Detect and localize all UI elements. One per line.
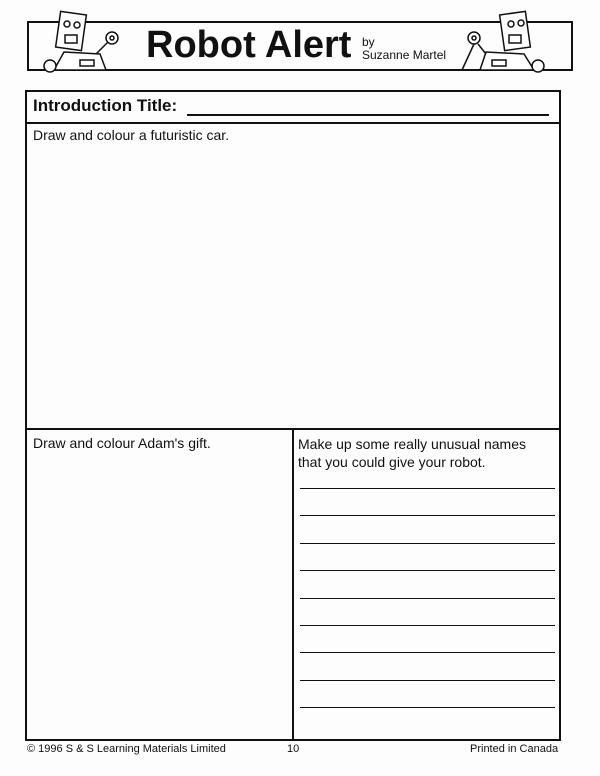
by-label: by: [362, 35, 375, 49]
page-number: 10: [287, 743, 300, 755]
answer-line[interactable]: [300, 625, 555, 626]
answer-line[interactable]: [300, 652, 555, 653]
car-prompt: Draw and colour a futuristic car.: [33, 127, 230, 143]
title-answer-line[interactable]: [187, 114, 549, 116]
printed-in: Printed in Canada: [470, 743, 559, 755]
names-prompt: Make up some really unusual names that you could give your robot.: [298, 436, 527, 470]
title-label: Introduction Title:: [33, 96, 178, 115]
copyright: © 1996 S & S Learning Materials Limited: [27, 743, 226, 755]
answer-line[interactable]: [300, 543, 555, 544]
answer-line[interactable]: [300, 570, 555, 571]
worksheet-box: [25, 90, 561, 741]
author-name: Suzanne Martel: [362, 48, 447, 62]
gift-prompt: Draw and colour Adam's gift.: [33, 435, 211, 451]
answer-line[interactable]: [300, 515, 555, 516]
answer-line[interactable]: [300, 680, 555, 681]
author-credit: [362, 36, 446, 62]
divider: [292, 429, 294, 741]
book-title: Robot Alert: [146, 24, 352, 66]
answer-line[interactable]: [300, 707, 555, 708]
robot-right-icon: [458, 8, 548, 74]
answer-line[interactable]: [300, 598, 555, 599]
answer-line[interactable]: [300, 488, 555, 489]
title-row: [27, 92, 559, 124]
robot-left-icon: [40, 8, 130, 74]
